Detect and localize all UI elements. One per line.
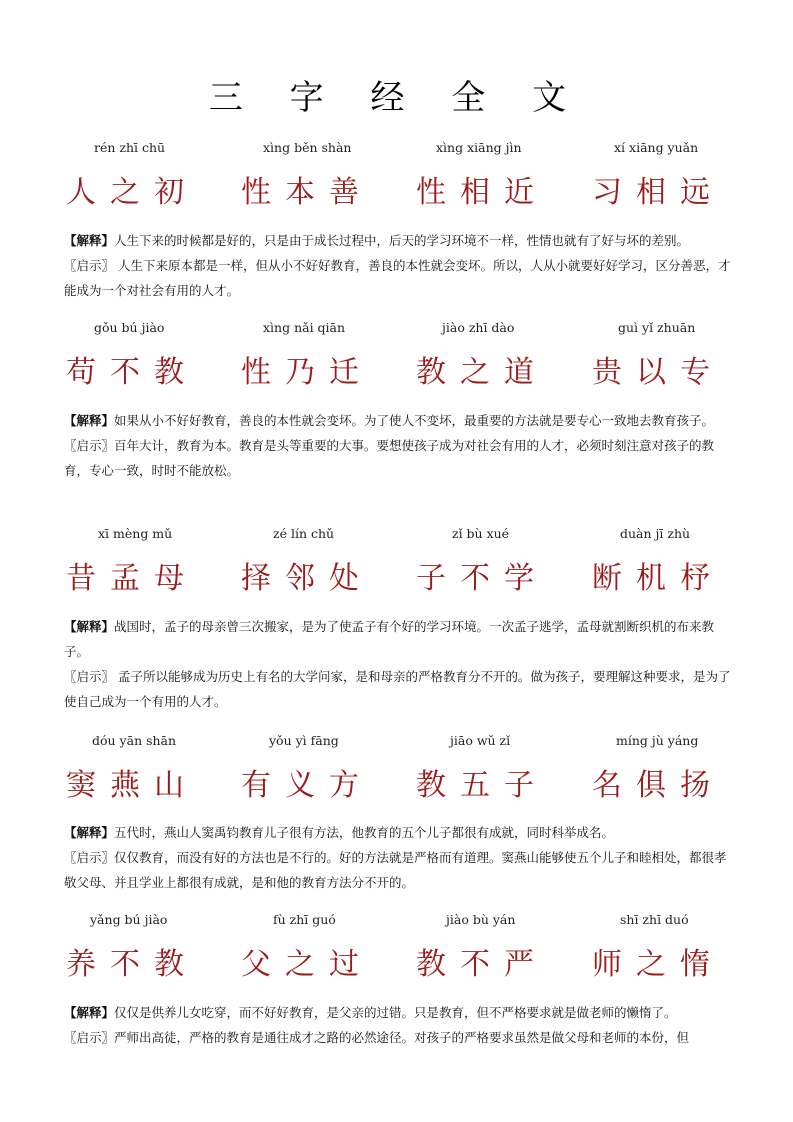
hanzi-text: 养不教 bbox=[66, 947, 198, 982]
jieshi-label: 【解释】 bbox=[64, 233, 115, 248]
hanzi-text: 苟不教 bbox=[66, 355, 198, 390]
jieshi-text: 仅仅是供养儿女吃穿，而不好好教育，是父亲的过错。只是教育，但不严格要求就是做老师的懒惰了。 bbox=[114, 1005, 677, 1020]
hanzi-text: 昔孟母 bbox=[66, 561, 198, 596]
pinyin-text: guì yǐ zhuān bbox=[618, 320, 696, 335]
hanzi-text: 习相远 bbox=[592, 175, 724, 210]
pinyin-text: dóu yān shān bbox=[92, 733, 177, 748]
jieshi-label: 【解释】 bbox=[64, 413, 115, 428]
hanzi-text: 性相近 bbox=[416, 175, 548, 210]
pinyin-text: jiào bù yán bbox=[446, 912, 516, 927]
qishi-text: 百年大计，教育为本。教育是头等重要的大事。要想使孩子成为对社会有用的人才，必须时刻注意对孩子的教育，专心一致，时时不能放松。 bbox=[64, 438, 715, 478]
verse-phrase bbox=[592, 912, 762, 983]
hanzi-text: 子不学 bbox=[416, 561, 548, 596]
verse-phrase bbox=[592, 733, 762, 804]
pinyin-text: rén zhī chū bbox=[94, 140, 166, 155]
pinyin-text: fù zhī guó bbox=[273, 912, 336, 927]
pinyin-text: xìng xiāng jìn bbox=[436, 140, 522, 155]
pinyin-text: xìng běn shàn bbox=[263, 140, 352, 155]
hanzi-text: 有义方 bbox=[241, 768, 373, 803]
qishi-label: 〖启示〗 bbox=[64, 1030, 115, 1045]
verse-phrase bbox=[241, 733, 411, 804]
qishi-label: 〖启示〗 bbox=[64, 850, 115, 865]
qishi-text: 严师出高徒，严格的教育是通往成才之路的必然途径。对孩子的严格要求虽然是做父母和老师的本份，但 bbox=[114, 1030, 690, 1045]
pinyin-text: shī zhī duó bbox=[620, 912, 689, 927]
explanation-block bbox=[64, 228, 736, 303]
hanzi-text: 教不严 bbox=[416, 947, 548, 982]
qishi-text: 人生下来原本都是一样，但从小不好好教育，善良的本性就会变坏。所以，人从小就要好好学习，区分善恶，才能成为一个对社会有用的人才。 bbox=[64, 258, 731, 298]
verse-phrase bbox=[592, 140, 762, 211]
verse-phrase bbox=[66, 912, 236, 983]
explanation-block bbox=[64, 614, 736, 714]
verse-phrase bbox=[241, 526, 411, 597]
pinyin-text: míng jù yáng bbox=[616, 733, 699, 748]
hanzi-text: 贵以专 bbox=[592, 355, 724, 390]
jieshi-text: 人生下来的时候都是好的，只是由于成长过程中，后天的学习环境不一样，性情也就有了好与坏的差别。 bbox=[114, 233, 690, 248]
hanzi-text: 教之道 bbox=[416, 355, 548, 390]
hanzi-text: 师之惰 bbox=[592, 947, 724, 982]
verse-phrase bbox=[241, 912, 411, 983]
hanzi-text: 性本善 bbox=[241, 175, 373, 210]
verse-phrase bbox=[66, 526, 236, 597]
hanzi-text: 窦燕山 bbox=[66, 768, 198, 803]
qishi-label: 〖启示〗 bbox=[64, 258, 115, 273]
pinyin-text: yǒu yì fāng bbox=[269, 733, 339, 748]
pinyin-text: gǒu bú jiào bbox=[94, 320, 165, 335]
jieshi-label: 【解释】 bbox=[64, 619, 115, 634]
verse-phrase bbox=[416, 526, 586, 597]
hanzi-text: 性乃迁 bbox=[241, 355, 373, 390]
hanzi-text: 名俱扬 bbox=[592, 768, 724, 803]
jieshi-text: 战国时，孟子的母亲曾三次搬家，是为了使孟子有个好的学习环境。一次孟子逃学，孟母就割断织机的布来教子。 bbox=[64, 619, 715, 659]
verse-phrase bbox=[66, 320, 236, 391]
hanzi-text: 断机杼 bbox=[592, 561, 724, 596]
hanzi-text: 人之初 bbox=[66, 175, 198, 210]
verse-phrase bbox=[66, 140, 236, 211]
explanation-block bbox=[64, 408, 736, 483]
hanzi-text: 教五子 bbox=[416, 768, 548, 803]
verse-phrase bbox=[416, 140, 586, 211]
hanzi-text: 父之过 bbox=[241, 947, 373, 982]
verse-phrase bbox=[592, 526, 762, 597]
verse-phrase bbox=[592, 320, 762, 391]
qishi-text: 仅仅教育，而没有好的方法也是不行的。好的方法就是严格而有道理。窦燕山能够使五个儿子和睦相处，都很孝敬父母、并且学业上都很有成就，是和他的教育方法分不开的。 bbox=[64, 850, 727, 890]
verse-phrase bbox=[416, 320, 586, 391]
explanation-block bbox=[64, 820, 736, 895]
pinyin-text: zǐ bù xué bbox=[452, 526, 510, 541]
pinyin-text: duàn jī zhù bbox=[620, 526, 691, 541]
jieshi-text: 如果从小不好好教育，善良的本性就会变坏。为了使人不变坏，最重要的方法就是要专心一致地去教育孩子。 bbox=[114, 413, 715, 428]
pinyin-text: yǎng bú jiào bbox=[90, 912, 168, 927]
explanation-block bbox=[64, 1000, 736, 1050]
jieshi-text: 五代时，燕山人窦禹钧教育儿子很有方法，他教育的五个儿子都很有成就，同时科举成名。 bbox=[114, 825, 615, 840]
pinyin-text: jiào zhī dào bbox=[442, 320, 515, 335]
qishi-text: 孟子所以能够成为历史上有名的大学问家，是和母亲的严格教育分不开的。做为孩子，要理解这种要求，是为了使自己成为一个有用的人才。 bbox=[64, 669, 731, 709]
verse-phrase bbox=[416, 733, 586, 804]
pinyin-text: zé lín chǔ bbox=[273, 526, 335, 541]
jieshi-label: 【解释】 bbox=[64, 1005, 115, 1020]
verse-phrase bbox=[241, 320, 411, 391]
verse-phrase bbox=[416, 912, 586, 983]
pinyin-text: xìng nǎi qiān bbox=[263, 320, 346, 335]
jieshi-label: 【解释】 bbox=[64, 825, 115, 840]
hanzi-text: 择邻处 bbox=[241, 561, 373, 596]
verse-phrase bbox=[66, 733, 236, 804]
qishi-label: 〖启示〗 bbox=[64, 438, 115, 453]
page-title: 三 字 经 全 文 bbox=[208, 78, 585, 118]
pinyin-text: xí xiāng yuǎn bbox=[614, 140, 699, 155]
verse-phrase bbox=[241, 140, 411, 211]
pinyin-text: jiāo wǔ zǐ bbox=[450, 733, 511, 748]
pinyin-text: xī mèng mǔ bbox=[98, 526, 173, 541]
qishi-label: 〖启示〗 bbox=[64, 669, 115, 684]
